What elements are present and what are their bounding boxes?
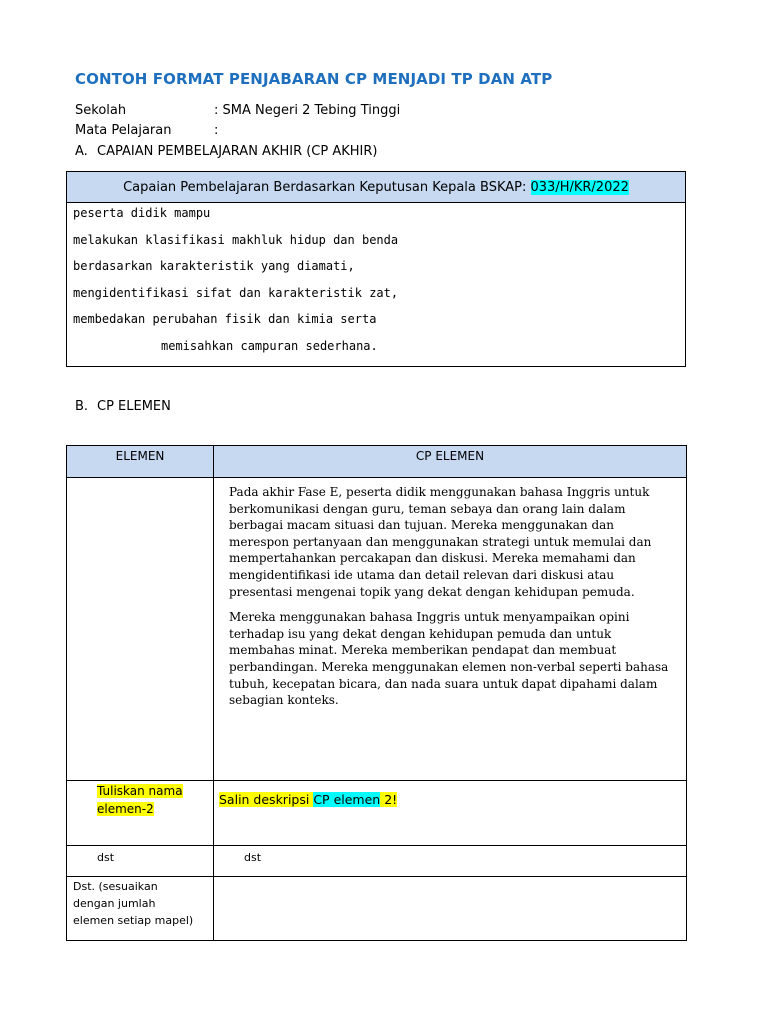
cp-placeholder-prefix: Salin deskripsi [219,792,314,807]
cp-cell [214,781,687,846]
cp-cell [214,478,687,781]
cp-paragraph: Pada akhir Fase E, peserta didik menggunakan bahasa Inggris untuk berkomunikasi dengan guru, teman sebaya dan orang lain dalam berbagai macam situasi dan tujuan. Mereka menggunakan dan merespon pertanyaan dan menggunakan strategi untuk memulai dan mempertahankan percakapan dan diskusi. Mereka memahami dan mengidentifikasi ide utama dan detail relevan dari diskusi atau presentasi mengenai topik yang dekat dengan kehidupan pemuda. [229,485,652,599]
bskap-code: 033/H/KR/2022 [530,179,629,195]
elemen-cell [67,781,214,846]
table-header-row [67,446,687,478]
cp-cell: dst [214,846,687,877]
table-row [67,877,687,941]
cp-line: memisahkan campuran sederhana. [161,338,378,353]
section-a-heading [75,144,378,159]
elemen-cell [67,877,214,941]
section-b-heading [75,399,171,414]
elemen-cell [67,478,214,781]
elemen-placeholder: Tuliskan nama elemen-2 [97,784,183,816]
cp-akhir-body [67,203,685,366]
page-title: CONTOH FORMAT PENJABARAN CP MENJADI TP DAN ATP [75,70,553,88]
cp-akhir-table [66,171,686,367]
header-elemen: ELEMEN [67,446,214,478]
elemen-note: Dst. (sesuaikan dengan jumlah elemen setiap mapel) [73,880,194,927]
section-letter: B. [75,399,89,414]
section-letter: A. [75,144,88,159]
cp-elemen-table [66,445,687,941]
cp-placeholder-highlight: CP elemen [313,792,381,807]
table-row [67,781,687,846]
cp-akhir-table-header [67,172,685,203]
header-cp-elemen: CP ELEMEN [214,446,687,478]
table-row [67,846,687,877]
header-prefix: Capaian Pembelajaran Berdasarkan Keputusan Kepala BSKAP: [123,179,527,195]
cp-line: berdasarkan karakteristik yang diamati, [73,259,355,273]
meta-label: Sekolah [75,103,127,118]
cp-placeholder-suffix: 2! [380,792,398,807]
section-title: CAPAIAN PEMBELAJARAN AKHIR (CP AKHIR) [97,144,378,159]
meta-value: : SMA Negeri 2 Tebing Tinggi [214,103,401,118]
cp-paragraph: Mereka menggunakan bahasa Inggris untuk menyampaikan opini terhadap isu yang dekat dengan kehidupan pemuda dan untuk membahas minat. Mereka memberikan pendapat dan membuat perbandingan. Mereka menggunakan elemen non-verbal seperti bahasa tubuh, kecepatan bicara, dan nada suara untuk dapat dipahami dalam sebagian konteks. [229,610,669,708]
elemen-cell: dst [67,846,214,877]
cp-description [214,478,686,709]
cp-line: membedakan perubahan fisik dan kimia serta [73,312,377,326]
cp-cell [214,877,687,941]
cp-line: melakukan klasifikasi makhluk hidup dan benda [73,232,399,247]
section-title: CP ELEMEN [97,399,171,414]
table-row [67,478,687,781]
meta-value: : [214,123,219,138]
meta-label: Mata Pelajaran [75,123,172,138]
cp-line: mengidentifikasi sifat dan karakteristik zat, [73,285,399,300]
cp-line: peserta didik mampu [73,206,211,220]
